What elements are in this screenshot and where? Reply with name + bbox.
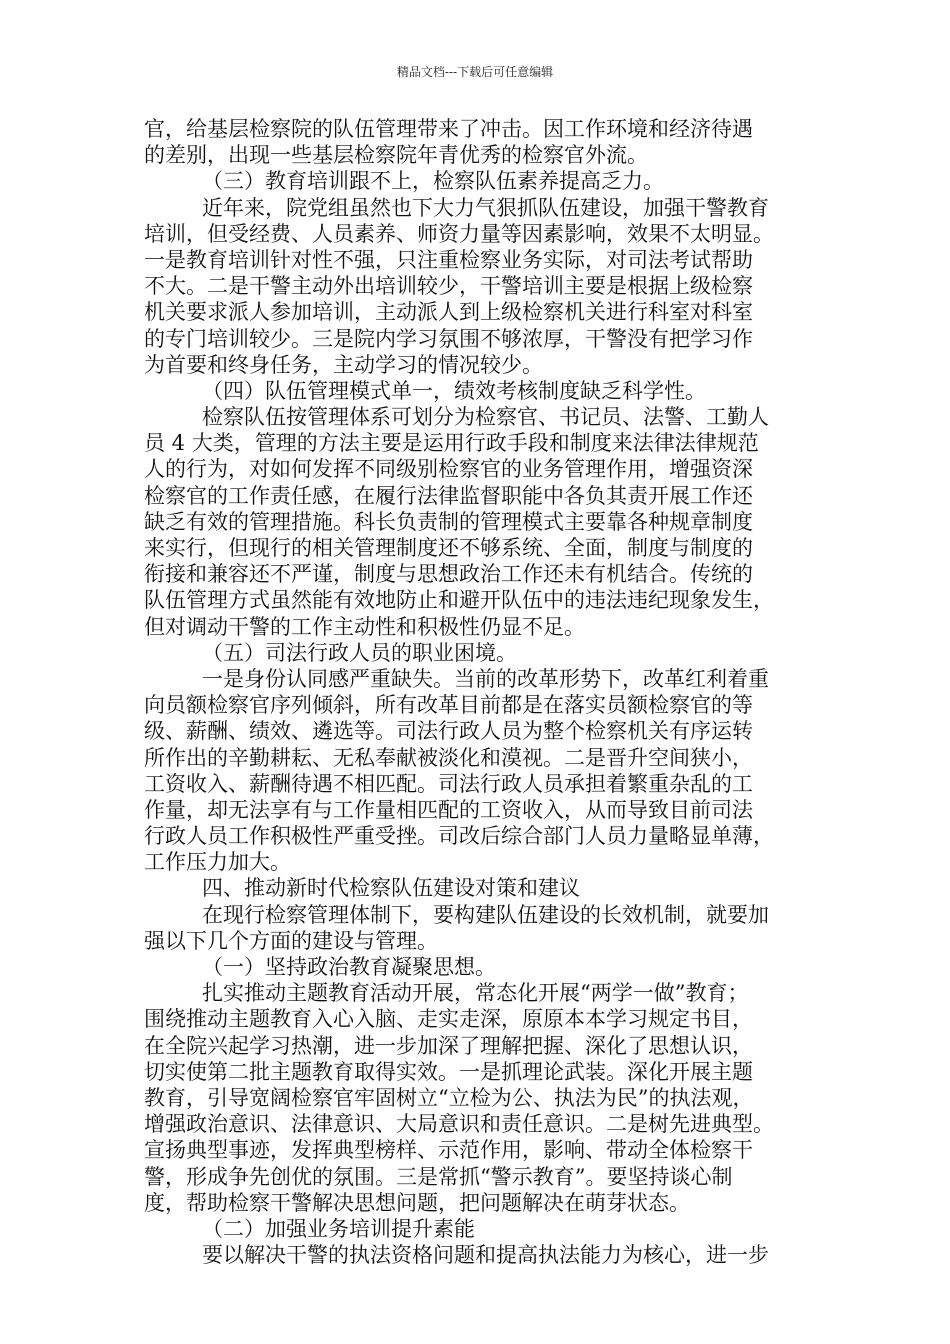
text-line: 一是身份认同感严重缺失。当前的改革形势下，改革红利着重 xyxy=(202,666,769,691)
text-line: 但对调动干警的工作主动性和积极性仍显不足。 xyxy=(144,614,585,639)
text-line: 工作压力加大。 xyxy=(144,850,291,875)
text-line: 度，帮助检察干警解决思想问题，把问题解决在萌芽状态。 xyxy=(144,1190,690,1215)
text-line: 所作出的辛勤耕耘、无私奉献被淡化和漠视。二是晋升空间狭小， xyxy=(144,745,753,770)
text-line: 在全院兴起学习热潮，进一步加深了理解把握、深化了思想认识， xyxy=(144,1033,753,1058)
text-line: （三）教育培训跟不上，检察队伍素养提高乏力。 xyxy=(202,169,664,194)
text-line: 机关要求派人参加培训，主动派人到上级检察机关进行科室对科室 xyxy=(144,300,753,325)
text-line: 教育，引导宽阔检察官牢固树立“立检为公、执法为民”的执法观， xyxy=(144,1085,754,1110)
text-line: 为首要和终身任务，主动学习的情况较少。 xyxy=(144,352,543,377)
text-line: 培训，但受经费、人员素养、师资力量等因素影响，效果不太明显。 xyxy=(144,221,774,246)
text-line: 扎实推动主题教育活动开展，常态化开展“两学一做”教育； xyxy=(202,981,749,1006)
text-line: 围绕推动主题教育入心入脑、走实走深，原原本本学习规定书目， xyxy=(144,1007,753,1032)
text-line: 近年来，院党组虽然也下大力气狠抓队伍建设，加强干警教育 xyxy=(202,195,769,220)
text-line: 要以解决干警的执法资格问题和提高执法能力为核心，进一步 xyxy=(202,1243,769,1268)
text-line: 人的行为，对如何发挥不同级别检察官的业务管理作用，增强资深 xyxy=(144,457,753,482)
text-line: 警，形成争先创优的氛围。三是常抓“警示教育”。要坚持谈心制 xyxy=(144,1164,733,1189)
text-line: 来实行，但现行的相关管理制度还不够系统、全面，制度与制度的 xyxy=(144,536,753,560)
text-line: 衔接和兼容还不严谨，制度与思想政治工作还未有机结合。传统的 xyxy=(144,562,753,587)
text-line: 工资收入、薪酬待遇不相匹配。司法行政人员承担着繁重杂乱的工 xyxy=(144,771,753,796)
text-line: 增强政治意识、法律意识、大局意识和责任意识。二是树先进典型。 xyxy=(144,1112,774,1137)
text-line: 的专门培训较少。三是院内学习氛围不够浓厚，干警没有把学习作 xyxy=(144,326,753,351)
document-body xyxy=(144,116,824,1268)
text-line: （五）司法行政人员的职业困境。 xyxy=(202,640,517,665)
text-line: 的差别，出现一些基层检察院年青优秀的检察官外流。 xyxy=(144,143,648,168)
text-line: 行政人员工作积极性严重受挫。司改后综合部门人员力量略显单薄， xyxy=(144,824,774,849)
text-line: 四、推动新时代检察队伍建设对策和建议 xyxy=(202,876,580,901)
text-line: （一）坚持政治教育凝聚思想。 xyxy=(202,955,496,979)
text-line: 宣扬典型事迹，发挥典型榜样、示范作用，影响、带动全体检察干 xyxy=(144,1138,753,1163)
page-header: 精品文档---下载后可任意编辑 xyxy=(396,65,554,79)
text-line: 检察队伍按管理体系可划分为检察官、书记员、法警、工勤人 xyxy=(202,405,769,430)
text-line: 在现行检察管理体制下，要构建队伍建设的长效机制，就要加 xyxy=(202,902,769,927)
text-line: 员 4 大类，管理的方法主要是运用行政手段和制度来法律法律规范 xyxy=(144,431,759,456)
text-line: 队伍管理方式虽然能有效地防止和避开队伍中的违法违纪现象发生， xyxy=(144,588,774,613)
text-line: 缺乏有效的管理措施。科长负责制的管理模式主要靠各种规章制度 xyxy=(144,509,753,534)
text-line: 检察官的工作责任感，在履行法律监督职能中各负其责开展工作还 xyxy=(144,483,753,508)
text-line: 作量，却无法享有与工作量相匹配的工资收入，从而导致目前司法 xyxy=(144,797,753,822)
text-line: 一是教育培训针对性不强，只注重检察业务实际，对司法考试帮助 xyxy=(144,247,753,272)
text-line: 向员额检察官序列倾斜，所有改革目前都是在落实员额检察官的等 xyxy=(144,693,753,718)
text-line: 官，给基层检察院的队伍管理带来了冲击。因工作环境和经济待遇 xyxy=(144,117,753,141)
text-line: （二）加强业务培训提升素能 xyxy=(202,1216,475,1241)
text-line: （四）队伍管理模式单一，绩效考核制度缺乏科学性。 xyxy=(202,378,706,403)
text-line: 级、薪酬、绩效、遴选等。司法行政人员为整个检察机关有序运转 xyxy=(144,719,753,744)
text-line: 强以下几个方面的建设与管理。 xyxy=(144,928,438,953)
text-line: 不大。二是干警主动外出培训较少，干警培训主要是根据上级检察 xyxy=(144,274,753,299)
text-line: 切实使第二批主题教育取得实效。一是抓理论武装。深化开展主题 xyxy=(144,1059,753,1084)
